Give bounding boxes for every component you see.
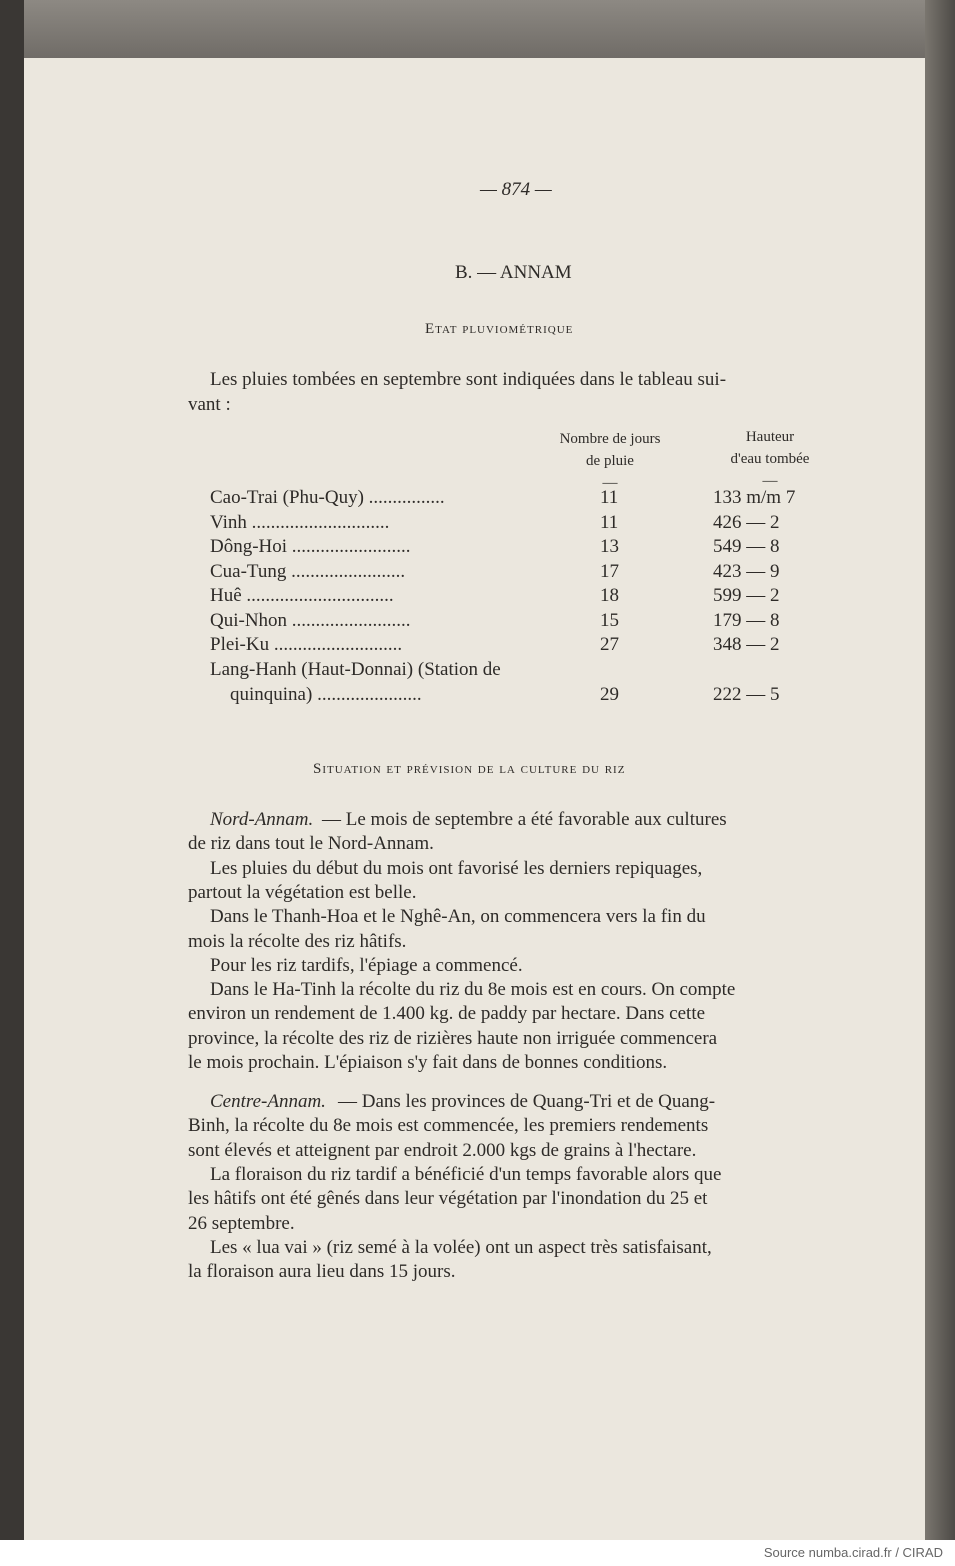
station-name: Vinh ............................. bbox=[210, 511, 390, 533]
source-credit: Source numba.cirad.fr / CIRAD bbox=[763, 1545, 943, 1560]
station-name: Plei-Ku ........................... bbox=[210, 634, 403, 655]
text-line: environ un rendement de 1.400 kg. de paddy par hectare. Dans cette bbox=[188, 1003, 706, 1025]
rain-days: 13 bbox=[600, 536, 619, 557]
rain-days: 11 bbox=[600, 487, 619, 508]
intro-line: vant : bbox=[188, 394, 231, 415]
rain-days: 27 bbox=[600, 634, 619, 655]
rain-height: 348 — 2 bbox=[713, 634, 780, 655]
text-line: Dans le Thanh-Hoa et le Nghê-An, on commencera vers la fin du bbox=[210, 906, 706, 928]
table-header-height: Hauteur d'eau tombée — bbox=[715, 426, 825, 492]
intro-line: Les pluies tombées en septembre sont indiquées dans le tableau sui- bbox=[210, 369, 727, 390]
rain-height: 179 — 8 bbox=[713, 609, 780, 631]
station-name-cont: quinquina) ...................... bbox=[230, 683, 422, 705]
text-line: Les pluies du début du mois ont favorisé les derniers repiquages, bbox=[210, 857, 703, 879]
station-name: Cua-Tung ........................ bbox=[210, 560, 406, 582]
rain-days: 17 bbox=[600, 560, 619, 582]
book-left-edge bbox=[0, 0, 24, 1540]
book-top-edge bbox=[0, 0, 955, 60]
text-line: partout la végétation est belle. bbox=[188, 881, 417, 903]
station-name: Huê ............................... bbox=[210, 585, 394, 606]
page-number: — 874 — bbox=[480, 179, 552, 200]
text-line: sont élevés et atteignent par endroit 2.000 kgs de grains à l'hectare. bbox=[188, 1139, 697, 1161]
header-line: Nombre de jours bbox=[559, 431, 661, 447]
text-line: Binh, la récolte du 8e mois est commencée, les premiers rendements bbox=[188, 1115, 709, 1137]
text-line: La floraison du riz tardif a bénéficié d'un temps favorable alors que bbox=[210, 1163, 722, 1185]
header-line: d'eau tombée bbox=[730, 451, 810, 467]
text-line: la floraison aura lieu dans 15 jours. bbox=[188, 1261, 456, 1283]
rain-days: 15 bbox=[600, 609, 619, 631]
text-line: province, la récolte des riz de rizières haute non irriguée commencera bbox=[188, 1027, 718, 1049]
rain-days: 18 bbox=[600, 585, 619, 606]
footer bbox=[0, 1540, 955, 1566]
station-name: Lang-Hanh (Haut-Donnai) (Station de bbox=[210, 658, 501, 680]
text-line: le mois prochain. L'épiaison s'y fait dans de bonnes conditions. bbox=[188, 1052, 668, 1073]
text-line: Dans le Ha-Tinh la récolte du riz du 8e mois est en cours. On compte bbox=[210, 979, 736, 1001]
rain-days: 29 bbox=[600, 683, 619, 705]
book-right-edge bbox=[925, 0, 955, 1540]
subheading-rice: Situation et prévision de la culture du riz bbox=[313, 761, 626, 777]
rain-height: 549 — 8 bbox=[713, 536, 780, 557]
header-line: Hauteur bbox=[745, 429, 795, 445]
station-name: Qui-Nhon ......................... bbox=[210, 609, 411, 631]
text-line: mois la récolte des riz hâtifs. bbox=[188, 930, 407, 952]
text-line: Les « lua vai » (riz semé à la volée) ont un aspect très satisfaisant, bbox=[210, 1236, 712, 1258]
text-line: — Dans les provinces de Quang-Tri et de Quang- bbox=[338, 1091, 716, 1112]
text-line: — Le mois de septembre a été favorable aux cultures bbox=[322, 809, 727, 830]
subheading-rainfall: Etat pluviométrique bbox=[425, 321, 574, 337]
header-line: de pluie bbox=[586, 453, 634, 469]
rain-height: 133 m/m 7 bbox=[713, 487, 796, 508]
text-line: de riz dans tout le Nord-Annam. bbox=[188, 833, 434, 855]
station-name: Dông-Hoi ......................... bbox=[210, 536, 411, 557]
rain-height: 423 — 9 bbox=[713, 560, 780, 582]
rain-height: 599 — 2 bbox=[713, 585, 780, 606]
section-title: B. — ANNAM bbox=[455, 262, 572, 283]
station-name: Cao-Trai (Phu-Quy) ................ bbox=[210, 487, 445, 508]
rain-days: 11 bbox=[600, 511, 619, 533]
rain-height: 222 — 5 bbox=[713, 683, 780, 705]
paragraph-label: Nord-Annam. bbox=[210, 809, 314, 830]
text-line: 26 septembre. bbox=[188, 1212, 295, 1234]
table-header-days: Nombre de jours de pluie — bbox=[545, 428, 675, 494]
rain-height: 426 — 2 bbox=[713, 511, 780, 533]
paragraph-label: Centre-Annam. bbox=[210, 1091, 326, 1112]
text-line: les hâtifs ont été gênés dans leur végétation par l'inondation du 25 et bbox=[188, 1188, 708, 1210]
text-line: Pour les riz tardifs, l'épiage a commencé. bbox=[210, 954, 523, 976]
